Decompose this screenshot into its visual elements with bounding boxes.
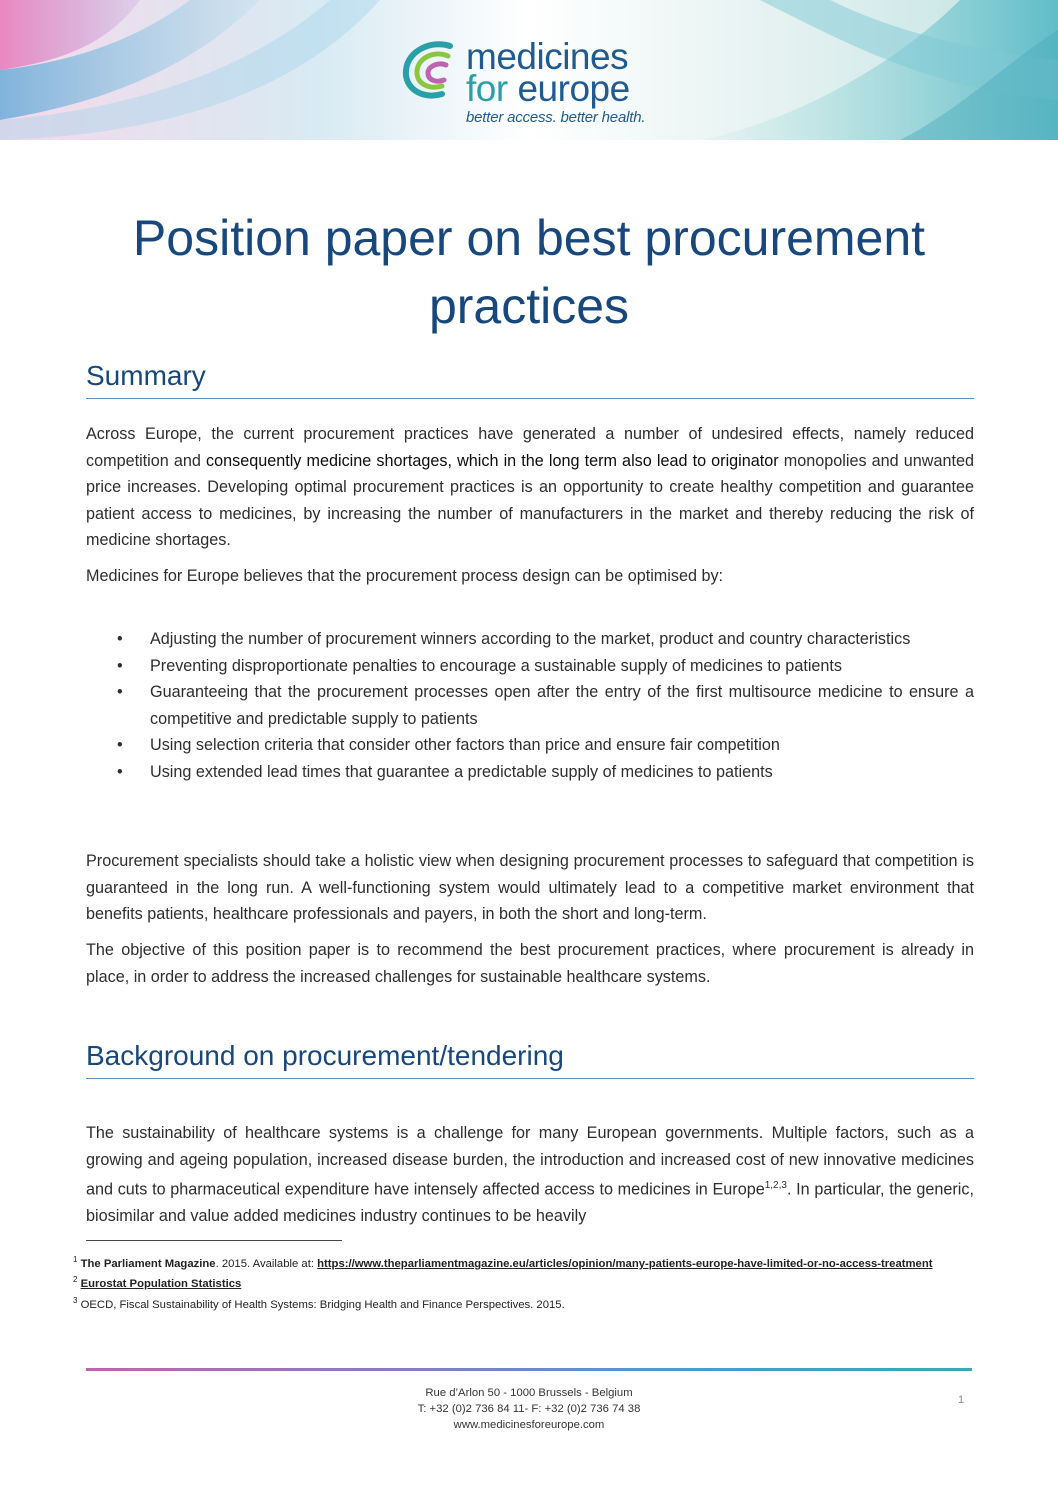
header-banner [0,0,1058,140]
list-item [86,653,974,680]
footnote-3 [73,1293,973,1313]
bullet-icon: • [117,683,123,701]
logo-text-medicines: medicines [466,36,629,77]
page-number: 1 [958,1394,965,1406]
list-item [86,679,974,732]
footnote-source: The Parliament Magazine [80,1257,216,1270]
recommendations-list [86,626,974,785]
summary-p1-part3: monopolies and unwanted price increases. Developing optimal procurement practices is an opportunity to create healthy competition and guarantee patient access to medicines, by increasing the number of manufacturers in the market and thereby reducing the risk of medicine shortages. [86,451,974,549]
summary-heading: Summary [86,360,974,399]
list-item [86,732,974,759]
footer-divider [86,1368,972,1371]
footnote-link[interactable]: Eurostat Population Statistics [80,1278,242,1291]
background-heading: Background on procurement/tendering [86,1040,974,1079]
summary-paragraph-4: The objective of this position paper is to recommend the best procurement practices, where procurement is already in place, in order to address the increased challenges for sustainable healthcare systems. [86,941,974,986]
bullet-icon: • [117,736,123,754]
footnote-divider [86,1240,342,1241]
footnote-1 [73,1252,973,1272]
summary-p1-part2: consequently medicine shortages, which in the long term also lead to originator [206,451,779,470]
footnote-number: 2 [73,1275,78,1285]
summary-paragraph-1 [86,421,974,554]
background-p1-part1: The sustainability of healthcare systems is a challenge for many European governments. Multiple factors, such as a growing and ageing population, increased disease burden, the introduction and increased cost of new innovative medicines and cuts to pharmaceutical expenditure have intensely affected access to medicines in Europe [86,1124,974,1199]
medicines-for-europe-logo [402,38,652,128]
summary-p1-part1: Across Europe, the current procurement practices have generated a number of undesired effects, namely reduced competition and [86,425,974,470]
footnote-text: OECD, Fiscal Sustainability of Health Systems: Bridging Health and Finance Perspectives. 2015. [80,1298,565,1311]
background-paragraph-1 [86,1120,974,1229]
logo-text-europe: europe [517,68,630,109]
footer-address: Rue d’Arlon 50 - 1000 Brussels - Belgium [425,1387,633,1399]
list-item-text: Adjusting the number of procurement winners according to the market, product and country characteristics [150,630,911,648]
list-item-text: Preventing disproportionate penalties to encourage a sustainable supply of medicines to patients [150,656,843,675]
logo-text-for: for [466,68,508,109]
footnote-number: 3 [73,1295,78,1305]
list-item-text: Using extended lead times that guarantee a predictable supply of medicines to patients [150,762,773,781]
bullet-icon: • [117,630,123,648]
footnote-number: 1 [73,1255,78,1264]
logo-text-for-europe [466,70,630,107]
summary-paragraph-2: Medicines for Europe believes that the procurement process design can be optimised by: [86,567,724,585]
footnote-text: . 2015. Available at: [215,1257,318,1270]
list-item-text: Using selection criteria that consider other factors than price and ensure fair competition [150,736,780,754]
footer-website[interactable]: www.medicinesforeurope.com [453,1419,605,1431]
list-item [86,626,974,653]
page-footer [0,1385,1058,1433]
footnote-2 [73,1272,973,1292]
logo-swirl-icon [402,38,458,100]
summary-paragraph-3: Procurement specialists should take a holistic view when designing procurement processes to safeguard that competition is guaranteed in the long run. A well-functioning system would ultimately lead to a competitive market environment that benefits patients, healthcare professionals and payers, in both the short and long-term. [86,852,974,923]
footnote-references: 1,2,3 [764,1180,787,1191]
bullet-icon: • [117,656,123,675]
footnotes [73,1252,973,1313]
list-item [86,759,974,786]
logo-tagline: better access. better health. [466,109,646,126]
bullet-icon: • [117,762,123,781]
list-item-text: Guaranteeing that the procurement processes open after the entry of the first multisource medicine to ensure a competitive and predictable supply to patients [150,683,974,728]
footnote-link[interactable]: https://www.theparliamentmagazine.eu/articles/opinion/many-patients-europe-have-limited-or-no-access-treatment [317,1257,933,1270]
document-title: Position paper on best procurement practices [132,210,926,334]
background-p1-part2: . In particular, the generic, biosimilar and value added medicines industry continues to be heavily [86,1180,974,1225]
footer-phone: T: +32 (0)2 736 84 11- F: +32 (0)2 736 74 38 [417,1403,641,1415]
